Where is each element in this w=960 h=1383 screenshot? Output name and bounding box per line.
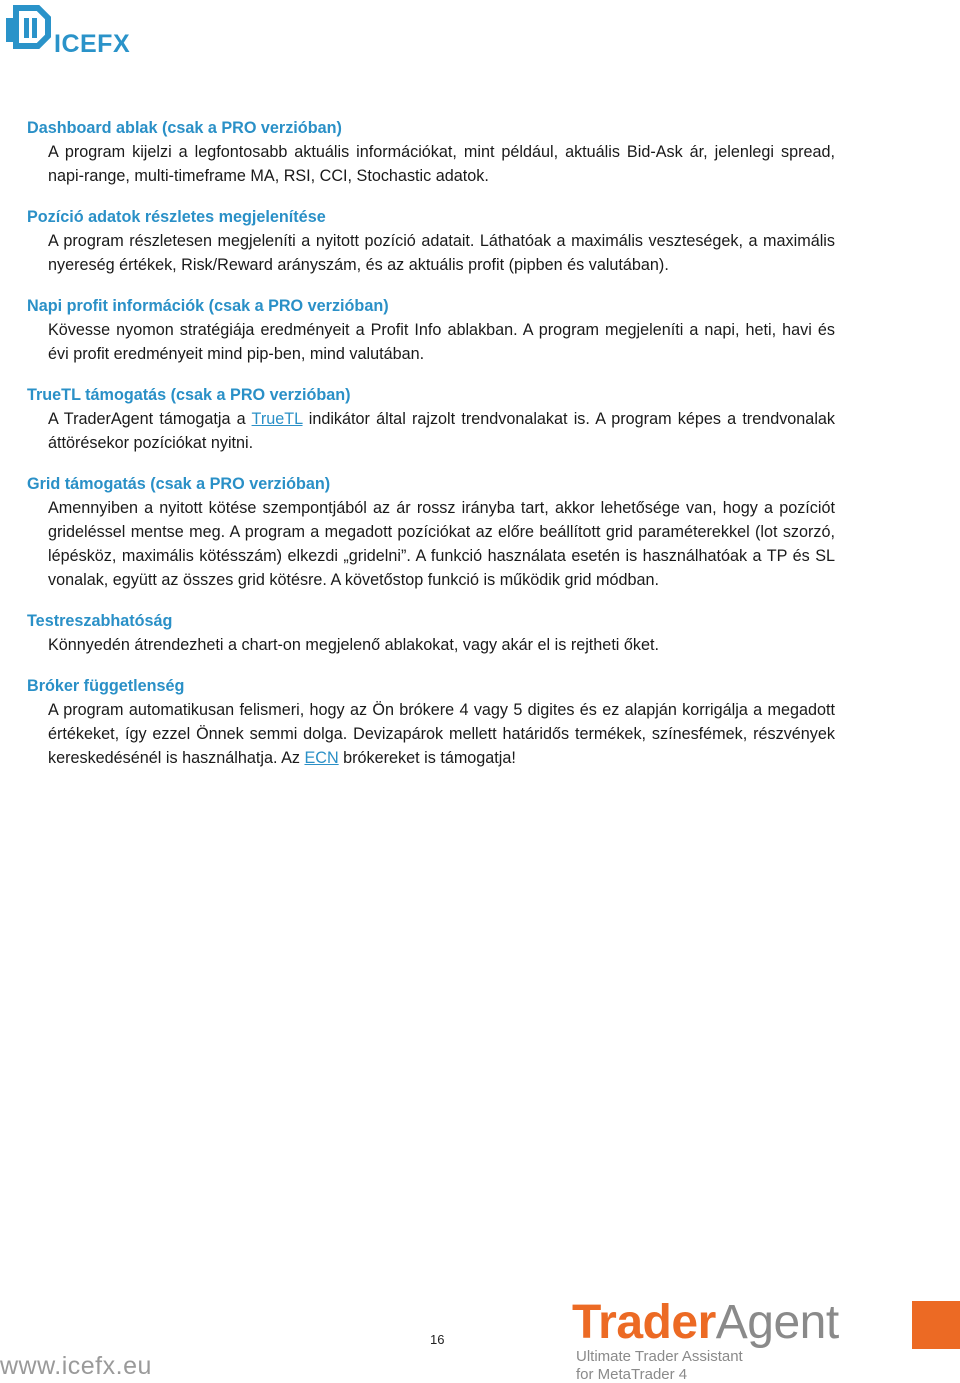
section-heading: Pozíció adatok részletes megjelenítése — [27, 208, 326, 226]
tagline-line-1: Ultimate Trader Assistant — [576, 1348, 743, 1365]
section-heading: Napi profit információk (csak a PRO verzióban) — [27, 297, 389, 315]
truetl-link[interactable]: TrueTL — [251, 410, 303, 428]
section-body: A program részletesen megjeleníti a nyitott pozíció adatait. Láthatóak a maximális veszteségek, a maximális nyereség értékek, Risk/Reward arányszám, és az aktuális profit (pipben és valutában). — [48, 232, 835, 274]
body-text-after: indikátor által rajzolt trendvonalakat is. A program képes a trendvonalak áttörésekor pozíciókat nyitni. — [48, 410, 836, 452]
tagline-line-2: for MetaTrader 4 — [576, 1366, 688, 1383]
section-heading: Testreszabhatóság — [27, 612, 173, 630]
feature-list — [27, 116, 835, 787]
section-heading: Grid támogatás (csak a PRO verzióban) — [27, 475, 331, 493]
ecn-link[interactable]: ECN — [304, 749, 339, 767]
icefx-logo-text: ICEFX — [54, 30, 131, 58]
brand-trader: Trader — [572, 1296, 716, 1349]
section-customization — [27, 609, 835, 657]
section-dashboard — [27, 116, 835, 188]
section-grid — [27, 472, 835, 592]
section-heading: Dashboard ablak (csak a PRO verzióban) — [27, 119, 342, 137]
section-body: Amennyiben a nyitott kötése szempontjából az ár rossz irányba tart, akkor lehetősége van, hogy a pozíciót grideléssel mentse meg. A program a megadott pozíciókat az előre beállított grid paraméterekkel (lot szorzó, lépésköz, maximális kötésszám) elkezdi „gridelni”. A funkció használata esetén is használhatóak a TP és SL vonalak, együtt az összes grid kötésre. A követőstop funkció is működik grid módban. — [48, 499, 835, 589]
section-heading: Bróker függetlenség — [27, 677, 185, 695]
orange-square-icon — [912, 1301, 960, 1349]
section-body — [48, 698, 835, 770]
section-broker-independence — [27, 674, 835, 770]
traderagent-logo — [570, 1296, 960, 1383]
body-text-before: A TraderAgent támogatja a — [48, 410, 252, 428]
footer-url: www.icefx.eu — [0, 1352, 152, 1380]
brand-agent: Agent — [715, 1296, 839, 1349]
body-text-after: brókereket is támogatja! — [338, 749, 516, 767]
section-body: Könnyedén átrendezheti a chart-on megjelenő ablakokat, vagy akár el is rejtheti őket. — [48, 636, 659, 654]
section-truetl — [27, 383, 835, 455]
icefx-logo — [4, 2, 134, 58]
section-body: Kövesse nyomon stratégiája eredményeit a Profit Info ablakban. A program megjeleníti a napi, heti, havi és évi profit eredményeit mind pip-ben, mind valutában. — [48, 321, 835, 363]
section-body — [48, 407, 835, 455]
section-daily-profit — [27, 294, 835, 366]
icefx-logo-mark-icon — [4, 2, 60, 58]
page-number: 16 — [430, 1332, 445, 1347]
section-heading: TrueTL támogatás (csak a PRO verzióban) — [27, 386, 351, 404]
body-text-before: A program automatikusan felismeri, hogy az Ön brókere 4 vagy 5 digites és ez alapján korrigálja a megadott értékeket, így ezzel Önnek semmi dolga. Devizapárok mellett határidős termékek, színesfémek, részvények kereskedésénél is használhatja. Az — [48, 701, 835, 767]
section-position-details — [27, 205, 835, 277]
section-body: A program kijelzi a legfontosabb aktuális információkat, mint például, aktuális Bid-Ask ár, jelenlegi spread, napi-range, multi-timeframe MA, RSI, CCI, Stochastic adatok. — [48, 143, 835, 185]
traderagent-wordmark — [572, 1296, 839, 1350]
